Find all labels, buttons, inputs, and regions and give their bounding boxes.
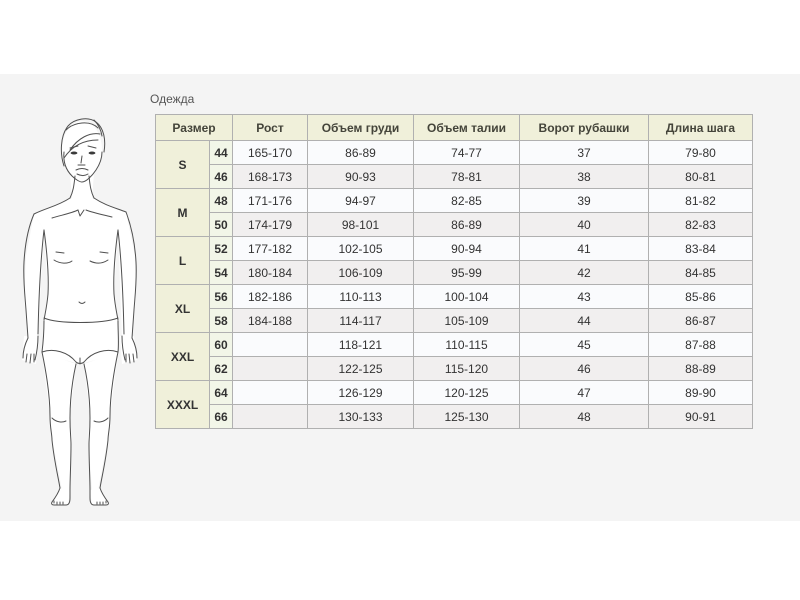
cell-waist: 78-81 (414, 165, 520, 189)
page-title: Одежда (150, 92, 195, 106)
cell-size-group: XL (156, 285, 210, 333)
column-header-height: Рост (233, 115, 308, 141)
cell-chest: 114-117 (308, 309, 414, 333)
column-header-collar: Ворот рубашки (520, 115, 649, 141)
size-chart-table (155, 114, 753, 429)
cell-step: 80-81 (649, 165, 753, 189)
table-row (156, 213, 753, 237)
cell-height: 168-173 (233, 165, 308, 189)
cell-size: 60 (210, 333, 233, 357)
cell-waist: 105-109 (414, 309, 520, 333)
table-row (156, 141, 753, 165)
cell-chest: 130-133 (308, 405, 414, 429)
cell-chest: 118-121 (308, 333, 414, 357)
cell-height: 182-186 (233, 285, 308, 309)
cell-chest: 86-89 (308, 141, 414, 165)
cell-chest: 126-129 (308, 381, 414, 405)
cell-waist: 125-130 (414, 405, 520, 429)
cell-size: 58 (210, 309, 233, 333)
cell-waist: 115-120 (414, 357, 520, 381)
cell-step: 83-84 (649, 237, 753, 261)
cell-collar: 40 (520, 213, 649, 237)
cell-height (233, 381, 308, 405)
cell-step: 84-85 (649, 261, 753, 285)
header-row (156, 115, 753, 141)
table-row (156, 309, 753, 333)
cell-collar: 37 (520, 141, 649, 165)
cell-waist: 82-85 (414, 189, 520, 213)
column-header-chest: Объем груди (308, 115, 414, 141)
cell-height: 177-182 (233, 237, 308, 261)
cell-height (233, 405, 308, 429)
cell-collar: 39 (520, 189, 649, 213)
cell-size-group: XXXL (156, 381, 210, 429)
column-header-waist: Объем талии (414, 115, 520, 141)
cell-collar: 44 (520, 309, 649, 333)
cell-step: 86-87 (649, 309, 753, 333)
cell-size: 50 (210, 213, 233, 237)
cell-step: 90-91 (649, 405, 753, 429)
cell-size: 54 (210, 261, 233, 285)
cell-size: 52 (210, 237, 233, 261)
cell-collar: 45 (520, 333, 649, 357)
cell-step: 82-83 (649, 213, 753, 237)
cell-collar: 38 (520, 165, 649, 189)
cell-waist: 90-94 (414, 237, 520, 261)
table-row (156, 237, 753, 261)
cell-chest: 94-97 (308, 189, 414, 213)
cell-size: 56 (210, 285, 233, 309)
cell-step: 87-88 (649, 333, 753, 357)
column-header-size: Размер (156, 115, 233, 141)
table-row (156, 165, 753, 189)
cell-size: 48 (210, 189, 233, 213)
cell-chest: 102-105 (308, 237, 414, 261)
cell-waist: 110-115 (414, 333, 520, 357)
table-row (156, 333, 753, 357)
cell-step: 81-82 (649, 189, 753, 213)
cell-waist: 74-77 (414, 141, 520, 165)
male-figure-illustration (14, 106, 146, 512)
cell-size: 64 (210, 381, 233, 405)
cell-height: 184-188 (233, 309, 308, 333)
cell-size-group: S (156, 141, 210, 189)
cell-collar: 42 (520, 261, 649, 285)
column-header-step: Длина шага (649, 115, 753, 141)
cell-collar: 41 (520, 237, 649, 261)
cell-chest: 98-101 (308, 213, 414, 237)
table-row (156, 381, 753, 405)
cell-waist: 95-99 (414, 261, 520, 285)
cell-chest: 106-109 (308, 261, 414, 285)
table-row (156, 189, 753, 213)
cell-step: 85-86 (649, 285, 753, 309)
cell-size-group: XXL (156, 333, 210, 381)
cell-size: 62 (210, 357, 233, 381)
table-row (156, 285, 753, 309)
cell-chest: 90-93 (308, 165, 414, 189)
cell-height: 180-184 (233, 261, 308, 285)
table-row (156, 261, 753, 285)
cell-size: 46 (210, 165, 233, 189)
cell-chest: 110-113 (308, 285, 414, 309)
cell-step: 88-89 (649, 357, 753, 381)
cell-collar: 48 (520, 405, 649, 429)
cell-waist: 120-125 (414, 381, 520, 405)
male-body-outline-icon (14, 106, 146, 512)
cell-height: 165-170 (233, 141, 308, 165)
cell-waist: 86-89 (414, 213, 520, 237)
table-row (156, 405, 753, 429)
cell-size-group: L (156, 237, 210, 285)
cell-collar: 46 (520, 357, 649, 381)
cell-size-group: M (156, 189, 210, 237)
cell-height: 174-179 (233, 213, 308, 237)
cell-step: 79-80 (649, 141, 753, 165)
cell-collar: 43 (520, 285, 649, 309)
cell-chest: 122-125 (308, 357, 414, 381)
cell-size: 66 (210, 405, 233, 429)
cell-collar: 47 (520, 381, 649, 405)
cell-size: 44 (210, 141, 233, 165)
cell-height (233, 333, 308, 357)
table-row (156, 357, 753, 381)
cell-height: 171-176 (233, 189, 308, 213)
cell-height (233, 357, 308, 381)
cell-waist: 100-104 (414, 285, 520, 309)
cell-step: 89-90 (649, 381, 753, 405)
